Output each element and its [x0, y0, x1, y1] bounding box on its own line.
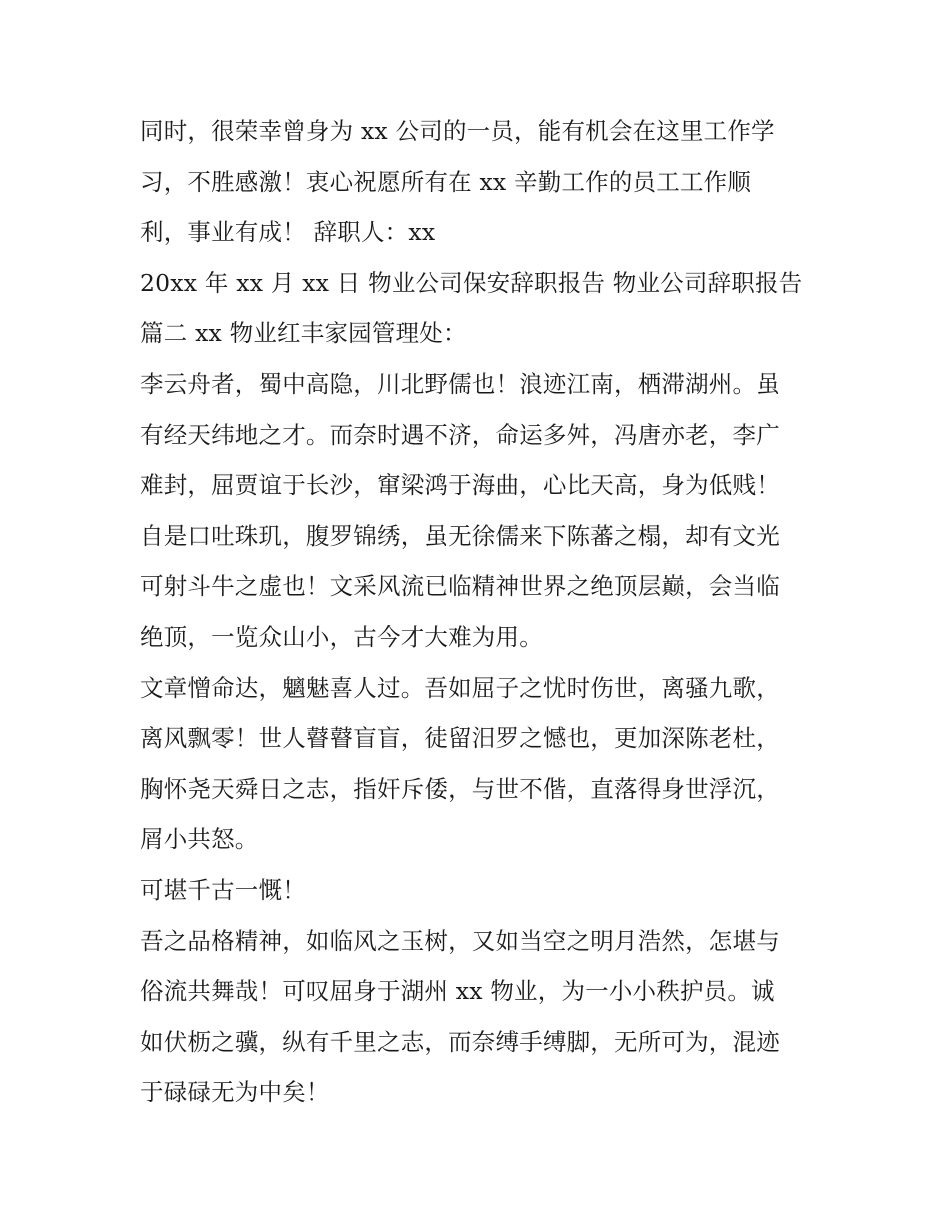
text-line: 可堪千古一慨！ [140, 875, 306, 904]
text-line: 同时，很荣幸曾身为 xx 公司的一员，能有机会在这里工作学 [140, 117, 775, 145]
text-line: 胸怀尧天舜日之志，指奸斥倭，与世不偕，直落得身世浮沉， [140, 774, 780, 803]
text-line: 屑小共怒。 [140, 825, 259, 854]
text-line: 于碌碌无为中矣！ [140, 1078, 330, 1107]
text-line: 难封，屈贾谊于长沙，窜梁鸿于海曲，心比天高，身为低贱！ [140, 471, 780, 500]
text-line: 李云舟者，蜀中高隐，川北野儒也！浪迹江南，栖滞湖州。虽 [140, 369, 780, 398]
text-line: 俗流共舞哉！可叹屈身于湖州 xx 物业，为一小小秩护员。诚 [140, 977, 775, 1006]
document-body [140, 106, 820, 1118]
text-line: 吾之品格精神，如临风之玉树，又如当空之明月浩然，怎堪与 [140, 926, 780, 955]
text-line: 利，事业有成！ 辞职人：xx [140, 218, 436, 247]
text-line: 习，不胜感激！衷心祝愿所有在 xx 辛勤工作的员工工作顺 [140, 167, 752, 196]
text-line: 绝顶，一览众山小，古今才大难为用。 [140, 622, 543, 651]
text-line: 有经天纬地之才。而奈时遇不济，命运多舛，冯唐亦老，李广 [140, 420, 780, 449]
text-line: 文章憎命达，魑魅喜人过。吾如屈子之忧时伤世，离骚九歌， [140, 673, 780, 702]
text-line: 可射斗牛之虚也！文采风流已临精神世界之绝顶层巅，会当临 [140, 572, 780, 601]
text-line: 20xx 年 xx 月 xx 日 物业公司保安辞职报告 物业公司辞职报告 [140, 268, 803, 297]
text-line: 自是口吐珠玑，腹罗锦绣，虽无徐儒来下陈蕃之榻，却有文光 [140, 521, 780, 550]
text-line: 离风飘零！世人瞽瞽盲盲，徒留汨罗之憾也，更加深陈老杜， [140, 724, 780, 753]
text-line: 篇二 xx 物业红丰家园管理处： [140, 319, 467, 348]
text-line: 如伏枥之骥，纵有千里之志，而奈缚手缚脚，无所可为，混迹 [140, 1027, 780, 1056]
